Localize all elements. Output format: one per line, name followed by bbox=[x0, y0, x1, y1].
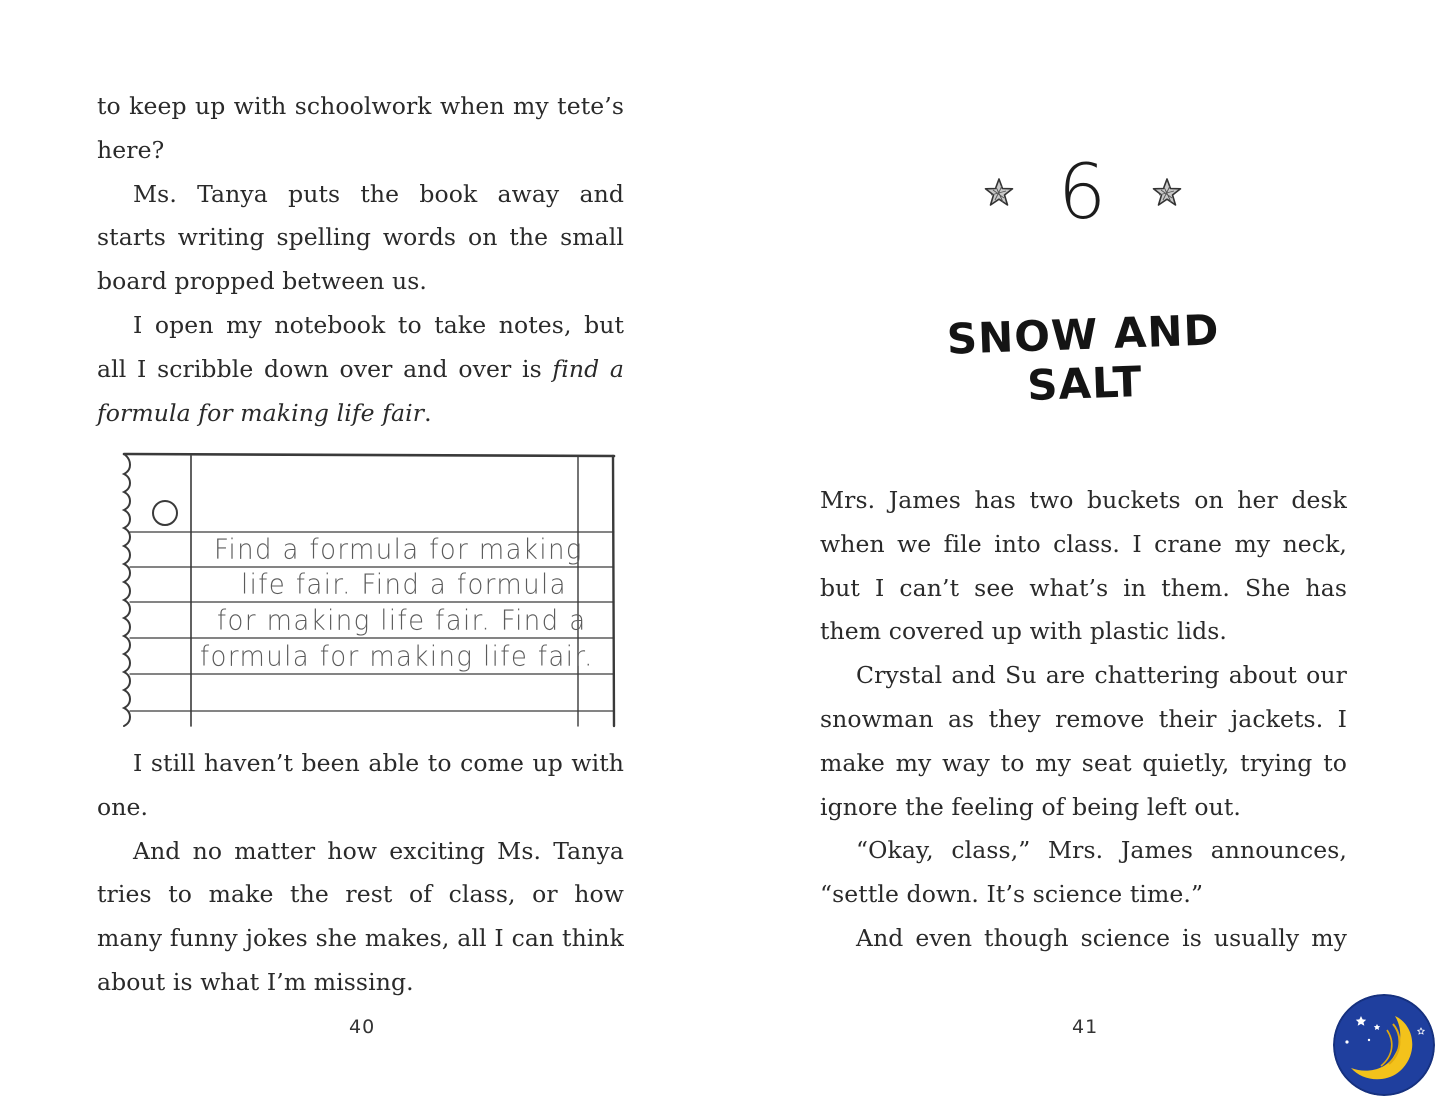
paragraph: And no matter how exciting Ms. Tanya tries to make the rest of class, or how many funny jokes she makes, all I can think about is what I’m missing. bbox=[97, 836, 624, 996]
paragraph: And even though science is usually my bbox=[856, 923, 1347, 952]
paragraph-end: . bbox=[424, 398, 432, 427]
paragraph: I still haven’t been able to come up with one. bbox=[97, 749, 624, 821]
notebook-line: formula for making life fair. bbox=[200, 641, 594, 673]
right-page-text bbox=[820, 479, 1347, 961]
chapter-title: SNOW AND SALT bbox=[946, 305, 1221, 410]
paragraph-text: I open my notebook to take notes, but all I scribble down over and over is bbox=[97, 310, 624, 383]
chapter-number: 6 bbox=[1057, 147, 1107, 236]
notebook-line: life fair. Find a formula bbox=[241, 569, 567, 601]
notebook-illustration bbox=[112, 448, 622, 733]
italic-phrase: find a formula for making life fair bbox=[97, 354, 624, 427]
page-number: 40 bbox=[349, 1016, 376, 1038]
moon-icon bbox=[1333, 994, 1435, 1096]
right-page bbox=[722, 0, 1445, 1106]
notebook-line: Find a formula for making bbox=[214, 534, 583, 566]
paragraph: Mrs. James has two buckets on her desk when we file into class. I crane my neck, but I can’t see what’s in them. She has them covered up with plastic lids. bbox=[820, 486, 1347, 646]
paragraph: “Okay, class,” Mrs. James announces, “settle down. It’s science time.” bbox=[820, 836, 1347, 909]
star-icon bbox=[1150, 176, 1184, 210]
left-page-text-top bbox=[97, 85, 624, 435]
notebook-line: for making life fair. Find a bbox=[217, 605, 587, 637]
paragraph: to keep up with schoolwork when my tete’s here? bbox=[97, 92, 624, 164]
left-page bbox=[0, 0, 722, 1106]
paragraph-notes bbox=[97, 304, 624, 435]
star-icon bbox=[982, 176, 1016, 210]
paragraph: Crystal and Su are chattering about our snowman as they remove their jackets. I make my way to my seat quietly, trying to ignore the feeling of being left out. bbox=[820, 661, 1347, 821]
left-page-text-bottom bbox=[97, 742, 624, 1005]
paragraph: Ms. Tanya puts the book away and starts writing spelling words on the small board propped between us. bbox=[97, 179, 624, 296]
night-mode-button[interactable] bbox=[1333, 994, 1435, 1096]
page-number: 41 bbox=[1072, 1016, 1099, 1038]
